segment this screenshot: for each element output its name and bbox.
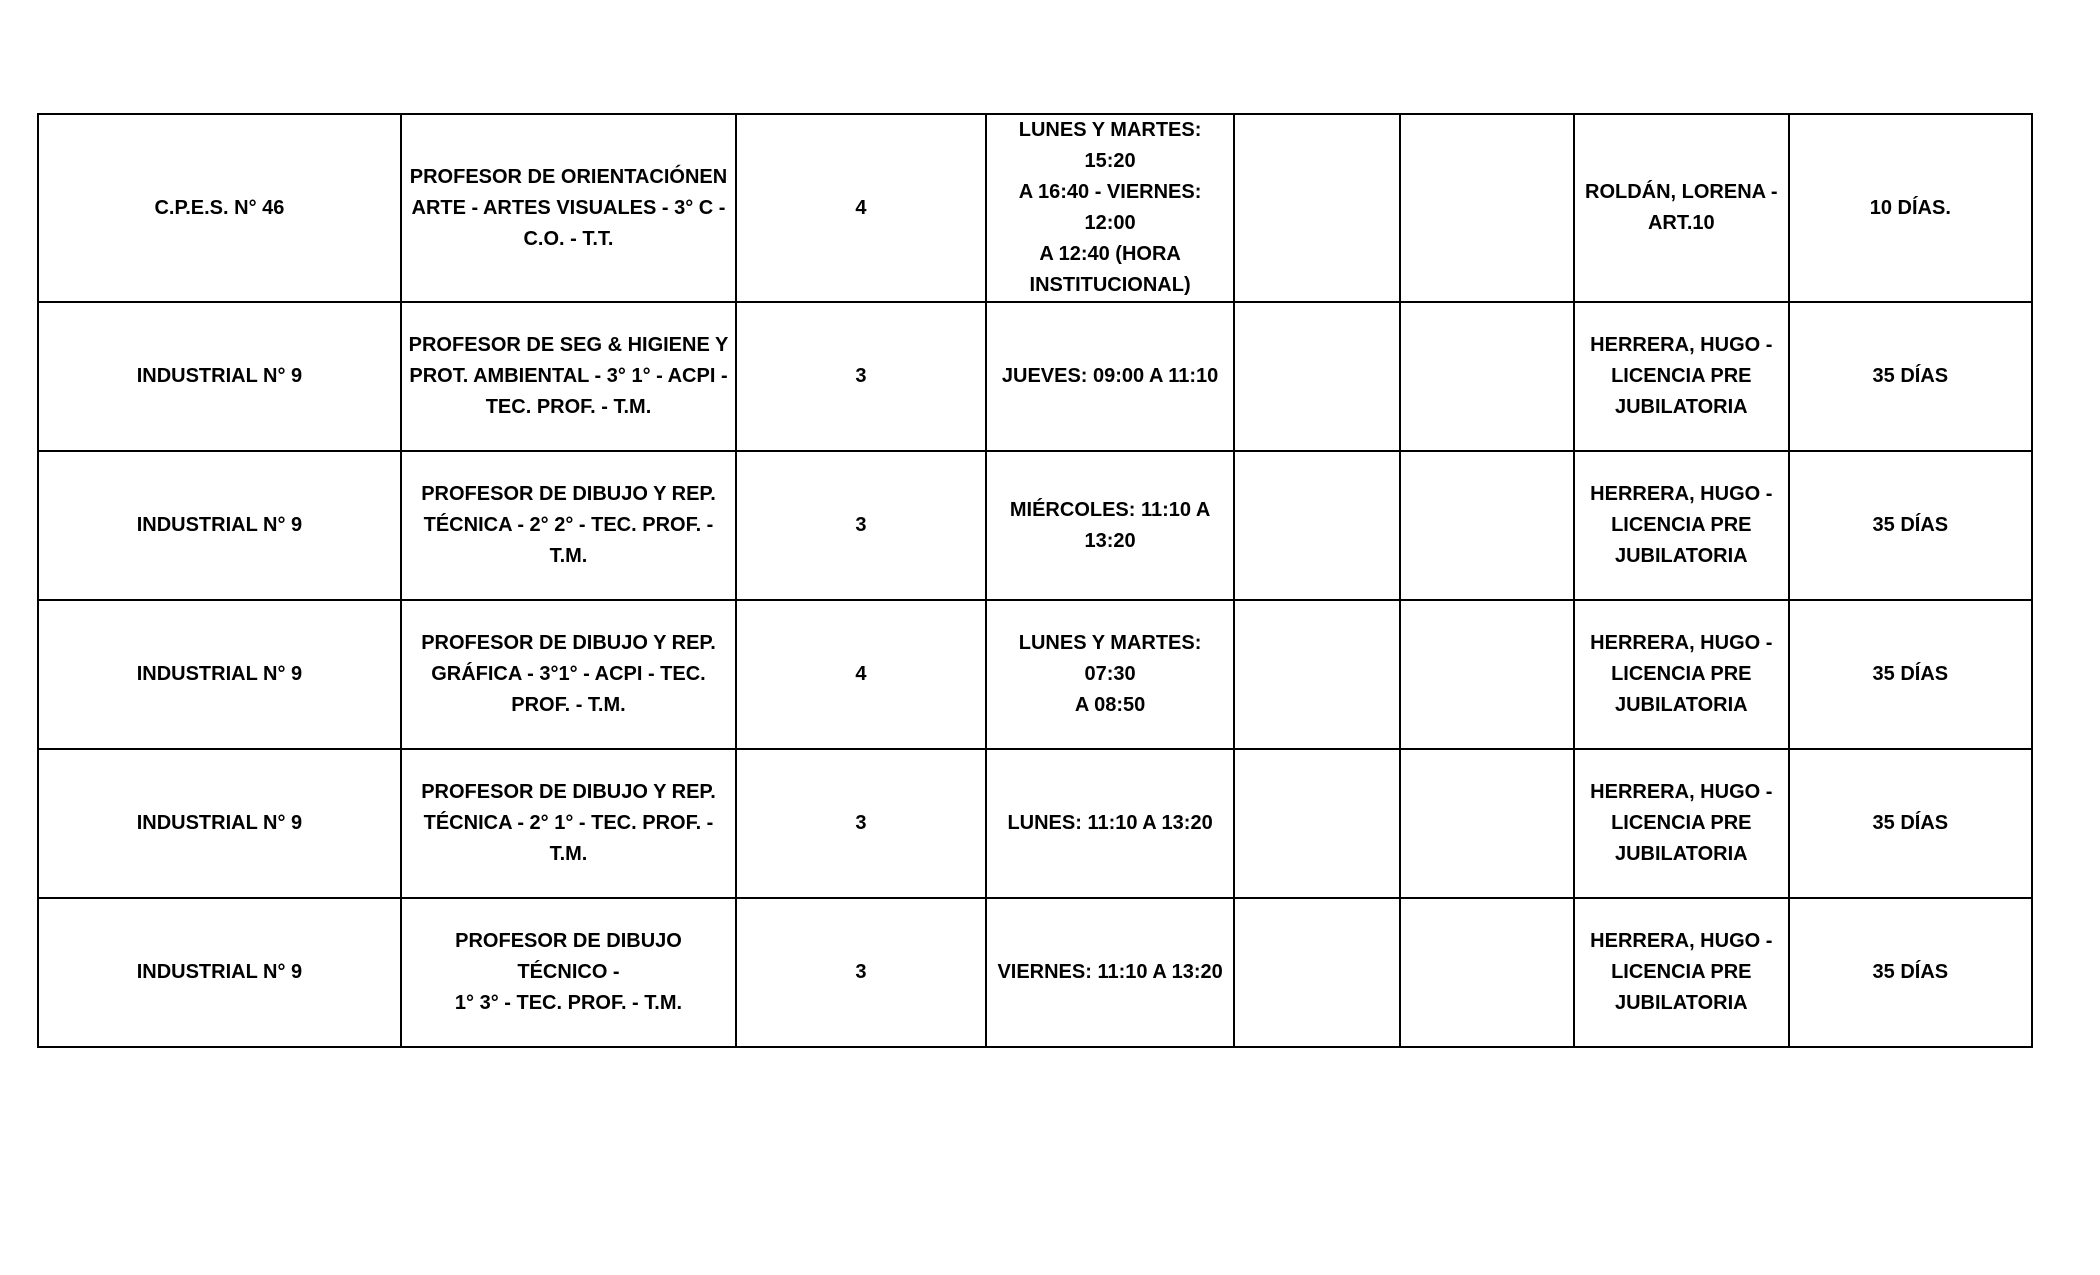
schedule-cell: VIERNES: 11:10 A 13:20 [986, 898, 1235, 1047]
table-row [38, 600, 2032, 749]
empty-cell [1234, 749, 1400, 898]
duration-cell: 35 DÍAS [1789, 451, 2032, 600]
table-row [38, 302, 2032, 451]
hours-cell: 3 [736, 451, 986, 600]
schedule-cell: JUEVES: 09:00 A 11:10 [986, 302, 1235, 451]
hours-cell: 3 [736, 898, 986, 1047]
duration-cell: 35 DÍAS [1789, 898, 2032, 1047]
table-row [38, 451, 2032, 600]
empty-cell [1234, 114, 1400, 302]
holder-cell: HERRERA, HUGO - LICENCIA PRE JUBILATORIA [1574, 302, 1789, 451]
position-cell: PROFESOR DE DIBUJO Y REP. GRÁFICA - 3°1° - ACPI - TEC. PROF. - T.M. [401, 600, 736, 749]
empty-cell [1400, 114, 1573, 302]
holder-cell: ROLDÁN, LORENA - ART.10 [1574, 114, 1789, 302]
schedule-cell: LUNES: 11:10 A 13:20 [986, 749, 1235, 898]
empty-cell [1400, 898, 1573, 1047]
empty-cell [1234, 451, 1400, 600]
duration-cell: 35 DÍAS [1789, 600, 2032, 749]
school-cell: INDUSTRIAL N° 9 [38, 451, 401, 600]
empty-cell [1400, 451, 1573, 600]
position-cell: PROFESOR DE DIBUJO Y REP. TÉCNICA - 2° 2° - TEC. PROF. - T.M. [401, 451, 736, 600]
school-cell: INDUSTRIAL N° 9 [38, 898, 401, 1047]
position-cell: PROFESOR DE ORIENTACIÓNEN ARTE - ARTES VISUALES - 3° C - C.O. - T.T. [401, 114, 736, 302]
duration-cell: 10 DÍAS. [1789, 114, 2032, 302]
schedule-cell: LUNES Y MARTES: 15:20 A 16:40 - VIERNES: 12:00 A 12:40 (HORA INSTITUCIONAL) [986, 114, 1235, 302]
empty-cell [1234, 600, 1400, 749]
table-row [38, 749, 2032, 898]
school-cell: INDUSTRIAL N° 9 [38, 600, 401, 749]
vacancy-table [37, 113, 2033, 1048]
position-cell: PROFESOR DE SEG & HIGIENE Y PROT. AMBIENTAL - 3° 1° - ACPI - TEC. PROF. - T.M. [401, 302, 736, 451]
position-cell: PROFESOR DE DIBUJO Y REP. TÉCNICA - 2° 1° - TEC. PROF. - T.M. [401, 749, 736, 898]
empty-cell [1400, 749, 1573, 898]
table-row [38, 114, 2032, 302]
schedule-cell: MIÉRCOLES: 11:10 A 13:20 [986, 451, 1235, 600]
hours-cell: 3 [736, 302, 986, 451]
hours-cell: 4 [736, 114, 986, 302]
position-cell: PROFESOR DE DIBUJO TÉCNICO - 1° 3° - TEC. PROF. - T.M. [401, 898, 736, 1047]
empty-cell [1234, 302, 1400, 451]
duration-cell: 35 DÍAS [1789, 302, 2032, 451]
school-cell: INDUSTRIAL N° 9 [38, 302, 401, 451]
holder-cell: HERRERA, HUGO - LICENCIA PRE JUBILATORIA [1574, 898, 1789, 1047]
holder-cell: HERRERA, HUGO - LICENCIA PRE JUBILATORIA [1574, 749, 1789, 898]
holder-cell: HERRERA, HUGO - LICENCIA PRE JUBILATORIA [1574, 451, 1789, 600]
duration-cell: 35 DÍAS [1789, 749, 2032, 898]
empty-cell [1400, 600, 1573, 749]
empty-cell [1400, 302, 1573, 451]
table-row [38, 898, 2032, 1047]
school-cell: INDUSTRIAL N° 9 [38, 749, 401, 898]
holder-cell: HERRERA, HUGO - LICENCIA PRE JUBILATORIA [1574, 600, 1789, 749]
hours-cell: 4 [736, 600, 986, 749]
hours-cell: 3 [736, 749, 986, 898]
school-cell: C.P.E.S. N° 46 [38, 114, 401, 302]
schedule-cell: LUNES Y MARTES: 07:30 A 08:50 [986, 600, 1235, 749]
empty-cell [1234, 898, 1400, 1047]
